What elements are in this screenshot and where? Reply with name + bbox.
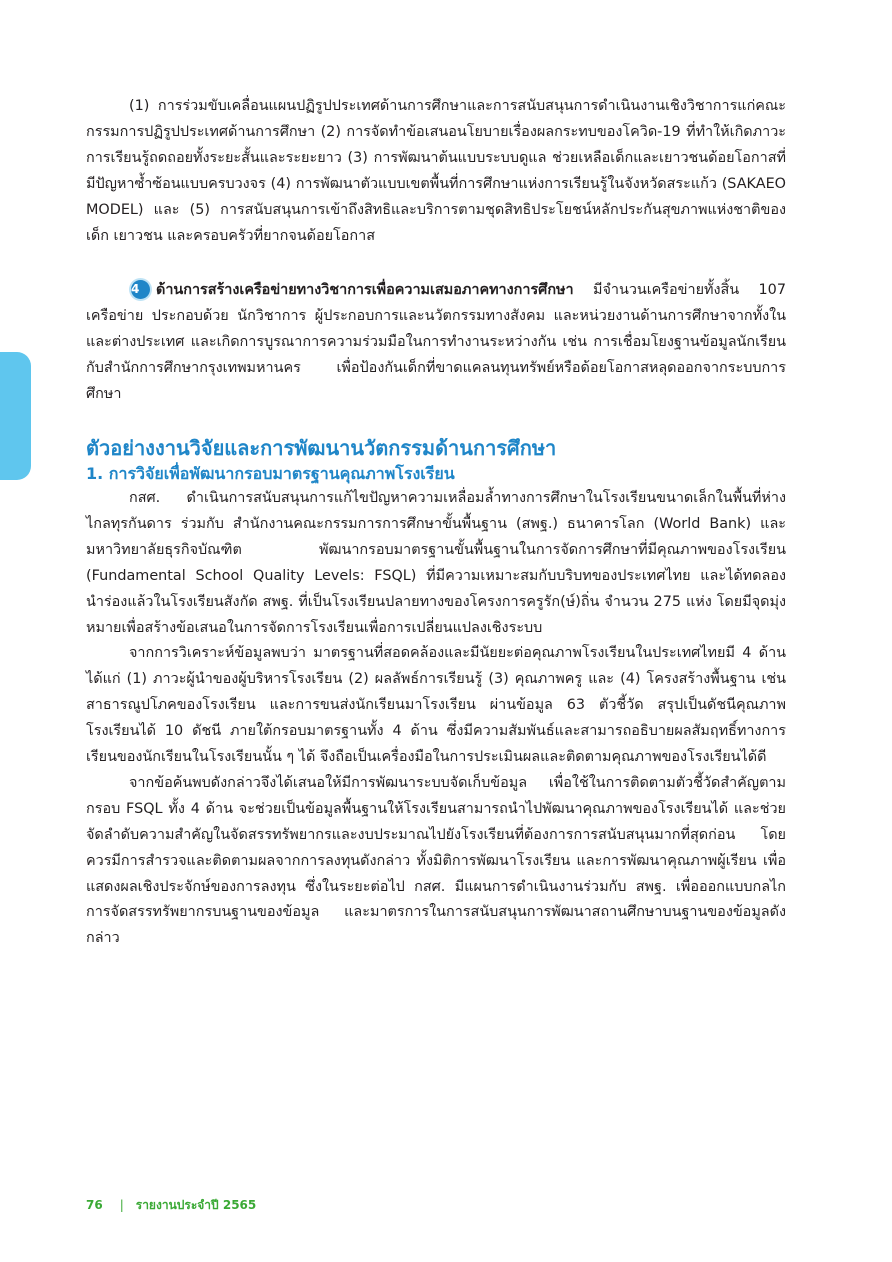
network-body: มีจำนวนเครือข่ายทั้งสิ้น 107 เครือข่าย ประกอบด้วย นักวิชาการ ผู้ประกอบการและนวัตกรรมทางสังคม และหน่วยงานด้านการศึกษาจากทั้งในและต่างประเทศ และเกิดการบูรณาการความร่วมมือในการทำงานระหว่างกัน เช่น การเชื่อมโยงฐานข้อมูลนักเรียนกับสำนักการศึกษากรุงเทพมหานคร เพื่อป้องกันเด็กที่ขาดแคลนทุนทรัพย์หรือด้อยโอกาสหลุดออกจากระบบการศึกษา: [86, 282, 786, 403]
paragraph-network: [86, 278, 786, 408]
research-1-title: 1. การวิจัยเพื่อพัฒนากรอบมาตรฐานคุณภาพโรงเรียน: [86, 463, 455, 483]
research-1-paragraph-2: จากการวิเคราะห์ข้อมูลพบว่า มาตรฐานที่สอดคล้องและมีนัยยะต่อคุณภาพโรงเรียนในประเทศไทยมี 4 ด้าน ได้แก่ (1) ภาวะผู้นำของผู้บริหารโรงเรียน (2) ผลลัพธ์การเรียนรู้ (3) คุณภาพครู และ (4) โครงสร้างพื้นฐาน เช่น สาธารณูปโภคของโรงเรียน และการขนส่งนักเรียนมาโรงเรียน ผ่านข้อมูล 63 ตัวชี้วัด สรุปเป็นดัชนีคุณภาพโรงเรียนได้ 10 ดัชนี ภายใต้กรอบมาตรฐานทั้ง 4 ด้าน ซึ่งมีความสัมพันธ์และสามารถอธิบายผลสัมฤทธิ์ทางการเรียนของนักเรียนในโรงเรียนนั้น ๆ ได้ จึงถือเป็นเครื่องมือในการประเมินผลและติดตามคุณภาพของโรงเรียนได้ดี: [86, 645, 786, 766]
paragraph-activities: (1) การร่วมขับเคลื่อนแผนปฏิรูปประเทศด้านการศึกษาและการสนับสนุนการดำเนินงานเชิงวิชาการแก่คณะกรรมการปฏิรูปประเทศด้านการศึกษา (2) การจัดทำข้อเสนอนโยบายเรื่องผลกระทบของโควิด-19 ที่ทำให้เกิดภาวะการเรียนรู้ถดถอยทั้งระยะสั้นและระยะยาว (3) การพัฒนาต้นแบบระบบดูแล ช่วยเหลือเด็กและเยาวชนด้อยโอกาสที่มีปัญหาซ้ำซ้อนแบบครบวงจร (4) การพัฒนาตัวแบบเขตพื้นที่การศึกษาแห่งการเรียนรู้ในจังหวัดสระแก้ว (SAKAEO MODEL) และ (5) การสนับสนุนการเข้าถึงสิทธิและบริการตามชุดสิทธิประโยชน์หลักประกันสุขภาพแห่งชาติของเด็ก เยาวชน และครอบครัวที่ยากจนด้อยโอกาส: [86, 98, 786, 244]
research-1-paragraph-3: จากข้อค้นพบดังกล่าวจึงได้เสนอให้มีการพัฒนาระบบจัดเก็บข้อมูล เพื่อใช้ในการติดตามตัวชี้วัดสำคัญตามกรอบ FSQL ทั้ง 4 ด้าน จะช่วยเป็นข้อมูลพื้นฐานให้โรงเรียนสามารถนำไปพัฒนาคุณภาพของโรงเรียนได้ และช่วยจัดลำดับความสำคัญในจัดสรรทรัพยากรและงบประมาณไปยังโรงเรียนที่ต้องการการสนับสนุนมากที่สุดก่อน โดยควรมีการสำรวจและติดตามผลจากการลงทุนดังกล่าว ทั้งมิติการพัฒนาโรงเรียน และการพัฒนาคุณภาพผู้เรียน เพื่อแสดงผลเชิงประจักษ์ของการลงทุน ซึ่งในระยะต่อไป กสศ. มีแผนการดำเนินงานร่วมกับ สพฐ. เพื่อออกแบบกลไกการจัดสรรทรัพยากรบนฐานของข้อมูล และมาตรการในการสนับสนุนการพัฒนาสถานศึกษาบนฐานของข้อมูลดังกล่าว: [86, 774, 786, 947]
network-heading: ด้านการสร้างเครือข่ายทางวิชาการเพื่อความเสมอภาคทางการศึกษา: [156, 282, 574, 299]
page-number: 76: [86, 1198, 103, 1212]
research-1-paragraph-1: กสศ. ดำเนินการสนับสนุนการแก้ไขปัญหาความเหลื่อมล้ำทางการศึกษาในโรงเรียนขนาดเล็กในพื้นที่ห่างไกลทุรกันดาร ร่วมกับ สำนักงานคณะกรรมการการศึกษาขั้นพื้นฐาน (สพฐ.) ธนาคารโลก (World Bank) และ มหาวิทยาลัยธุรกิจบัณฑิต พัฒนากรอบมาตรฐานขั้นพื้นฐานในการจัดการศึกษาที่มีคุณภาพของโรงเรียน (Fundamental School Quality Levels: FSQL) ที่มีความเหมาะสมกับบริบทของประเทศไทย และได้ทดลองนำร่องแล้วในโรงเรียนสังกัด สพฐ. ที่เป็นโรงเรียนปลายทางของโครงการครูรัก(ษ์)ถิ่น จำนวน 275 แห่ง โดยมีจุดมุ่งหมายเพื่อสร้างข้อเสนอในการจัดการโรงเรียนเพื่อการเปลี่ยนแปลงเชิงระบบ: [86, 489, 786, 636]
page-body: [86, 94, 786, 952]
page-footer: [86, 1196, 256, 1215]
section-side-tab: [0, 352, 31, 480]
footer-separator: |: [119, 1198, 124, 1212]
report-title: รายงานประจำปี 2565: [135, 1198, 257, 1212]
examples-section-title: ตัวอย่างงานวิจัยและการพัฒนานวัตกรรมด้านการศึกษา: [86, 435, 557, 460]
section-number-badge: 4: [131, 280, 150, 299]
